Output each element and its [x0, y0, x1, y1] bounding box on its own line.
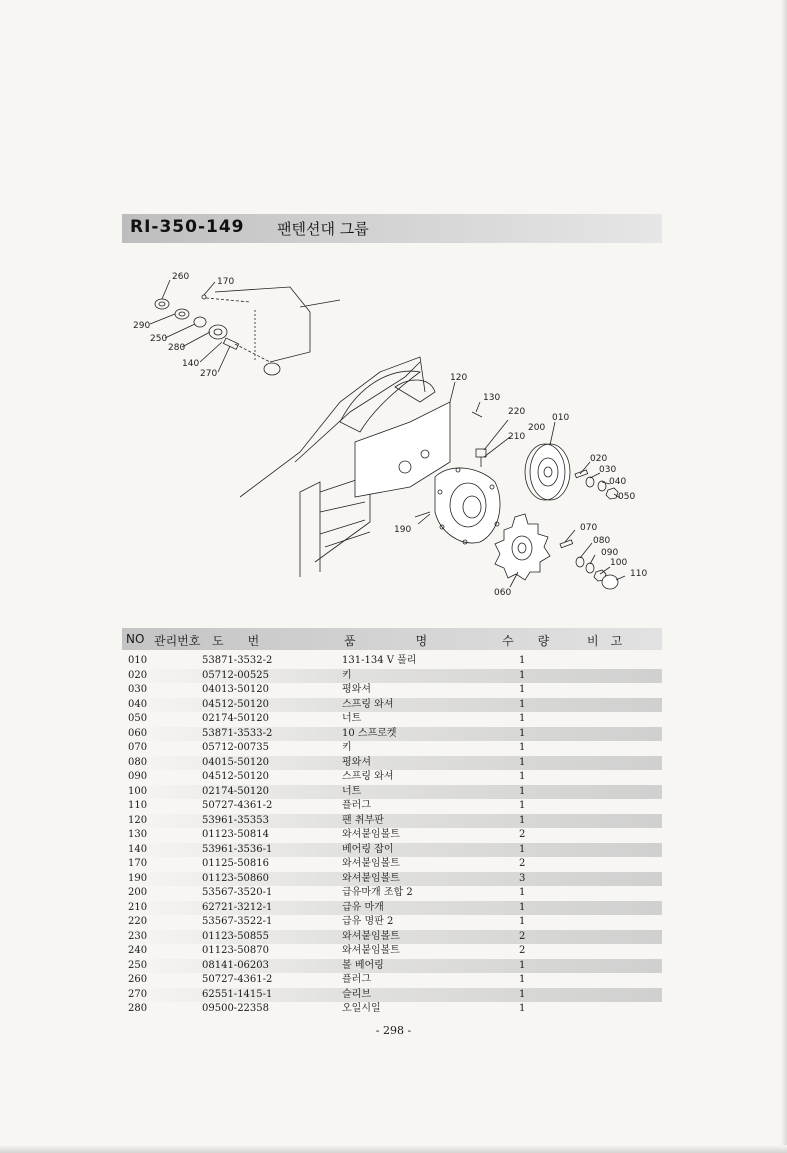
part-no-cell: 080: [128, 756, 148, 768]
table-row: [122, 988, 662, 1003]
drawing-no-cell: 53871-3533-2: [202, 727, 273, 739]
table-row: [122, 669, 662, 684]
header-drawing-no: 도 번: [212, 634, 260, 648]
drawing-no-cell: 50727-4361-2: [202, 800, 273, 811]
page-edge: [781, 0, 787, 1153]
table-row: [122, 901, 662, 916]
part-no-cell: 170: [128, 858, 148, 869]
part-no-cell: 060: [128, 727, 148, 739]
callout-label: 010: [552, 413, 570, 423]
table-row: [122, 959, 662, 974]
part-no-cell: 050: [128, 713, 148, 724]
parts-table-body: [122, 654, 662, 1017]
part-name-cell: 플러그: [342, 800, 371, 811]
callout-label: 040: [609, 477, 627, 487]
part-name-cell: 키: [342, 742, 352, 753]
table-row: [122, 727, 662, 742]
drawing-no-cell: 09500-22358: [202, 1003, 270, 1014]
part-no-cell: 220: [128, 916, 148, 927]
part-no-cell: 240: [128, 945, 148, 956]
part-name-cell: 131-134 V 풀리: [342, 655, 417, 666]
table-row: [122, 698, 662, 713]
part-no-cell: 110: [128, 800, 148, 811]
table-row: [122, 712, 662, 727]
drawing-no-cell: 05712-00525: [202, 669, 270, 681]
table-row: [122, 683, 662, 698]
drawing-no-cell: 53567-3522-1: [202, 916, 273, 927]
page-edge-bottom: [0, 1145, 787, 1153]
table-row: [122, 799, 662, 814]
page-number: - 298 -: [375, 1024, 412, 1037]
parts-table-header: [122, 628, 662, 650]
quantity-cell: 1: [519, 843, 526, 855]
table-row: [122, 814, 662, 829]
callout-label: 260: [172, 272, 190, 282]
drawing-no-cell: 01125-50816: [202, 858, 270, 869]
callout-label: 290: [133, 321, 151, 331]
drawing-no-cell: 04512-50120: [202, 771, 270, 782]
header-mgmt-no: 관리번호: [154, 634, 201, 648]
callout-label: 060: [494, 588, 512, 598]
part-name-cell: 너트: [342, 713, 362, 724]
table-row: [122, 872, 662, 887]
header-part-name: 품 명: [344, 634, 428, 648]
quantity-cell: 1: [519, 713, 526, 724]
quantity-cell: 2: [519, 829, 526, 840]
drawing-no-cell: 04013-50120: [202, 684, 270, 695]
title-bar: [122, 214, 662, 243]
callout-label: 190: [394, 525, 412, 535]
part-name-cell: 급유 명판 2: [342, 916, 394, 927]
callout-label: 170: [217, 277, 235, 287]
part-name-cell: 와셔붙임볼트: [342, 829, 400, 840]
table-row: [122, 770, 662, 785]
quantity-cell: 1: [519, 727, 526, 739]
part-name-cell: 와셔붙임볼트: [342, 872, 400, 884]
quantity-cell: 3: [519, 872, 526, 884]
drawing-no-cell: 01123-50860: [202, 872, 270, 884]
quantity-cell: 1: [519, 684, 526, 695]
callout-label: 030: [599, 465, 617, 475]
part-name-cell: 급유마개 조합 2: [342, 887, 413, 898]
callout-label: 090: [601, 548, 619, 558]
quantity-cell: 1: [519, 800, 526, 811]
table-row: [122, 828, 662, 843]
table-row: [122, 756, 662, 771]
part-no-cell: 020: [128, 669, 148, 681]
part-no-cell: 250: [128, 959, 148, 971]
drawing-no-cell: 53961-35353: [202, 814, 270, 826]
callout-label: 270: [200, 369, 218, 379]
part-name-cell: 너트: [342, 785, 362, 797]
part-no-cell: 200: [128, 887, 148, 898]
group-code: RI-350-149: [130, 217, 245, 237]
part-name-cell: 와셔붙임볼트: [342, 858, 400, 869]
part-name-cell: 팬 취부판: [342, 814, 384, 826]
callout-label: 280: [168, 343, 186, 353]
table-row: [122, 915, 662, 930]
header-remarks: 비 고: [587, 634, 623, 648]
exploded-parts-diagram: [120, 262, 660, 607]
part-name-cell: 스프링 와셔: [342, 771, 394, 782]
quantity-cell: 1: [519, 916, 526, 927]
drawing-no-cell: 02174-50120: [202, 785, 270, 797]
header-qty: 수 량: [502, 634, 550, 648]
quantity-cell: 1: [519, 756, 526, 768]
part-no-cell: 260: [128, 974, 148, 985]
callout-label: 050: [618, 492, 636, 502]
drawing-no-cell: 08141-06203: [202, 959, 270, 971]
part-name-cell: 베어링 잡이: [342, 843, 394, 855]
part-no-cell: 120: [128, 814, 148, 826]
quantity-cell: 1: [519, 698, 526, 710]
drawing-no-cell: 02174-50120: [202, 713, 270, 724]
part-name-cell: 볼 베어링: [342, 959, 384, 971]
callout-label: 110: [630, 569, 648, 579]
callout-label: 100: [610, 558, 628, 568]
header-no: NO: [126, 632, 145, 646]
table-row: [122, 785, 662, 800]
part-no-cell: 010: [128, 655, 148, 666]
callout-label: 020: [590, 454, 608, 464]
drawing-no-cell: 50727-4361-2: [202, 974, 273, 985]
callout-label: 220: [508, 407, 526, 417]
part-name-cell: 평와셔: [342, 684, 371, 695]
drawing-no-cell: 01123-50855: [202, 930, 270, 942]
table-row: [122, 886, 662, 901]
drawing-no-cell: 62721-3212-1: [202, 901, 273, 913]
drawing-no-cell: 01123-50870: [202, 945, 270, 956]
quantity-cell: 1: [519, 1003, 526, 1014]
quantity-cell: 1: [519, 669, 526, 681]
part-no-cell: 130: [128, 829, 148, 840]
table-row: [122, 944, 662, 959]
table-row: [122, 973, 662, 988]
part-no-cell: 230: [128, 930, 148, 942]
quantity-cell: 1: [519, 974, 526, 985]
drawing-no-cell: 53961-3536-1: [202, 843, 273, 855]
drawing-no-cell: 04015-50120: [202, 756, 270, 768]
part-no-cell: 140: [128, 843, 148, 855]
part-name-cell: 10 스프로켓: [342, 727, 397, 739]
drawing-no-cell: 53567-3520-1: [202, 887, 273, 898]
quantity-cell: 1: [519, 887, 526, 898]
callout-label: 140: [182, 359, 200, 369]
drawing-no-cell: 53871-3532-2: [202, 655, 273, 666]
quantity-cell: 1: [519, 742, 526, 753]
callout-label: 120: [450, 373, 468, 383]
drawing-no-cell: 62551-1415-1: [202, 988, 273, 1000]
part-no-cell: 190: [128, 872, 148, 884]
diagram-svg: [120, 262, 660, 607]
quantity-cell: 1: [519, 785, 526, 797]
part-name-cell: 평와셔: [342, 756, 371, 768]
drawing-no-cell: 01123-50814: [202, 829, 270, 840]
quantity-cell: 2: [519, 930, 526, 942]
part-name-cell: 급유 마개: [342, 901, 384, 913]
part-no-cell: 030: [128, 684, 148, 695]
part-no-cell: 210: [128, 901, 148, 913]
drawing-no-cell: 04512-50120: [202, 698, 270, 710]
callout-label: 250: [150, 334, 168, 344]
callout-label: 210: [508, 432, 526, 442]
part-name-cell: 오일시일: [342, 1003, 381, 1014]
part-name-cell: 스프링 와셔: [342, 698, 394, 710]
part-no-cell: 270: [128, 988, 148, 1000]
quantity-cell: 1: [519, 655, 526, 666]
callout-label: 130: [483, 393, 501, 403]
table-row: [122, 843, 662, 858]
quantity-cell: 1: [519, 988, 526, 1000]
part-no-cell: 090: [128, 771, 148, 782]
part-name-cell: 슬리브: [342, 988, 371, 1000]
part-no-cell: 280: [128, 1003, 148, 1014]
drawing-no-cell: 05712-00735: [202, 742, 270, 753]
quantity-cell: 1: [519, 814, 526, 826]
callout-label: 070: [580, 523, 598, 533]
group-name: 팬텐션대 그룹: [277, 220, 369, 238]
part-name-cell: 플러그: [342, 974, 371, 985]
quantity-cell: 2: [519, 945, 526, 956]
part-no-cell: 040: [128, 698, 148, 710]
part-name-cell: 와셔붙임볼트: [342, 930, 400, 942]
quantity-cell: 2: [519, 858, 526, 869]
quantity-cell: 1: [519, 959, 526, 971]
part-no-cell: 070: [128, 742, 148, 753]
quantity-cell: 1: [519, 771, 526, 782]
table-row: [122, 654, 662, 669]
callout-label: 200: [528, 423, 546, 433]
quantity-cell: 1: [519, 901, 526, 913]
callout-label: 080: [593, 536, 611, 546]
part-name-cell: 키: [342, 669, 352, 681]
table-row: [122, 857, 662, 872]
table-row: [122, 741, 662, 756]
part-no-cell: 100: [128, 785, 148, 797]
part-name-cell: 와셔붙임볼트: [342, 945, 400, 956]
table-row: [122, 1002, 662, 1017]
table-row: [122, 930, 662, 945]
